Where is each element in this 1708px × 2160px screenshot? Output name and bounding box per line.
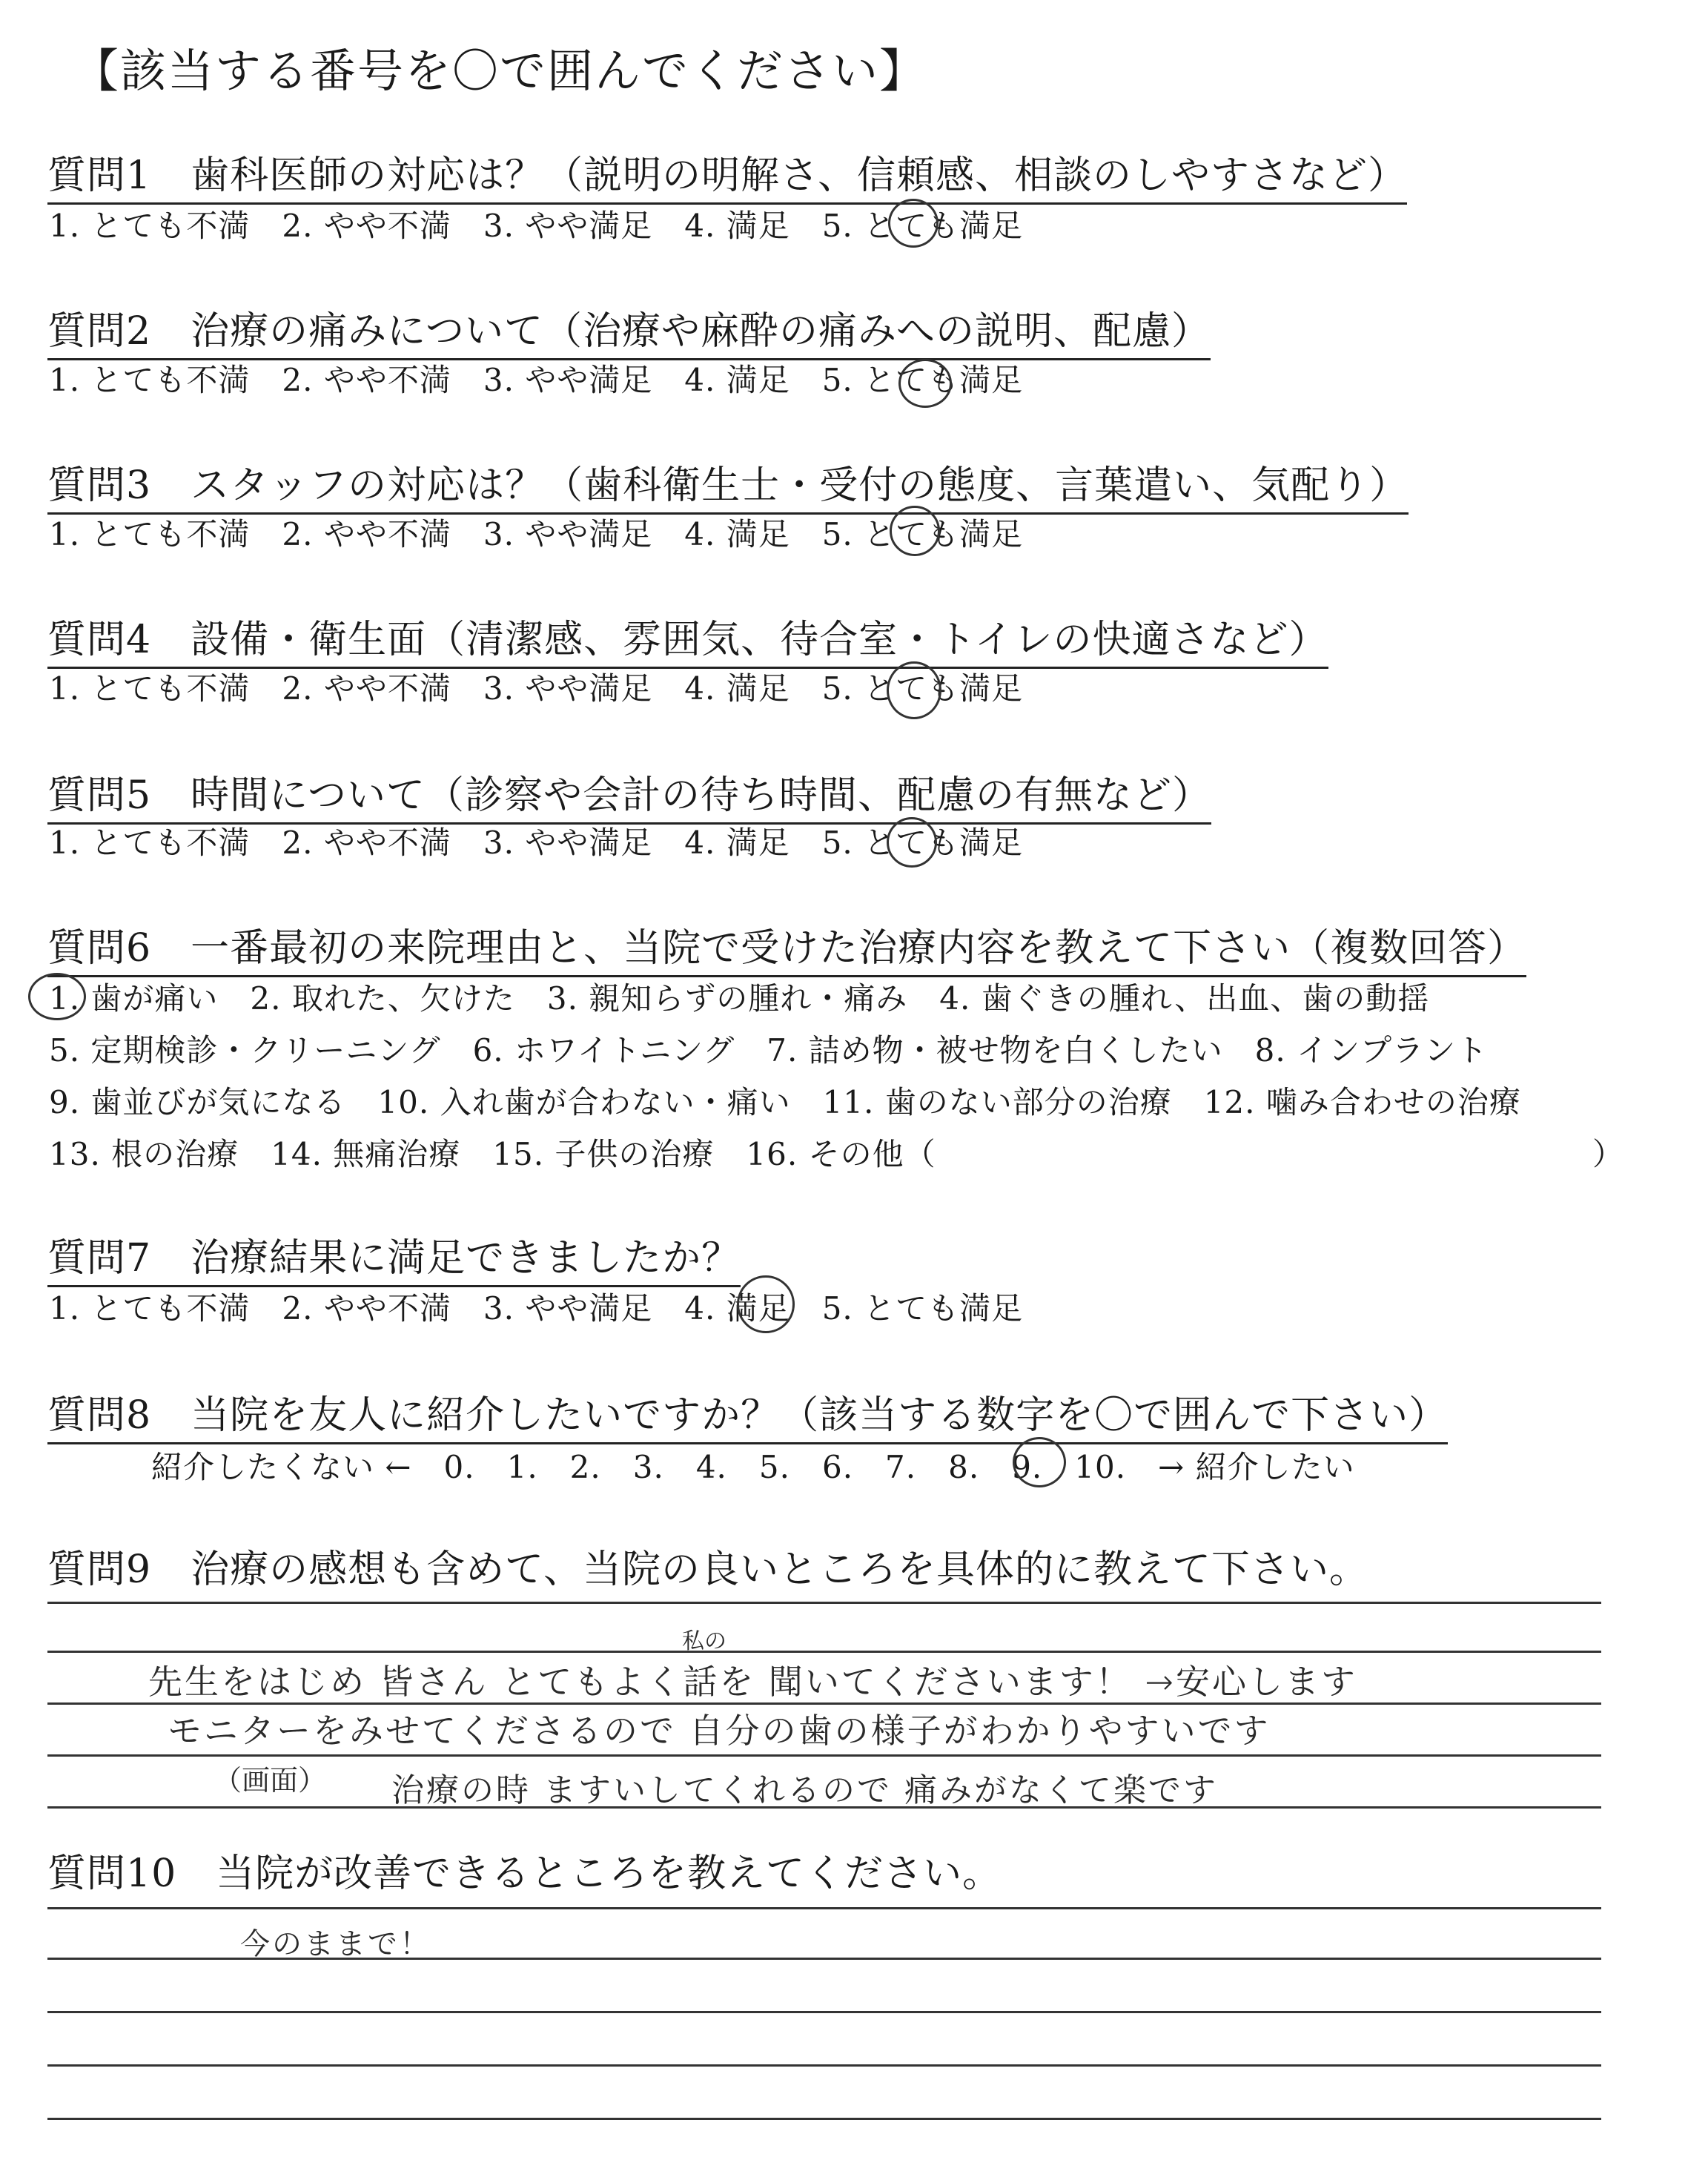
question-3-options[interactable]: 1. とても不満 2. やや不満 3. やや満足 4. 満足 5. とても満足 [49,516,1024,552]
handwritten-answer-q9-line-2: モニターをみせてくださるので 自分の歯の様子がわかりやすいです [168,1711,1271,1751]
question-8-scale[interactable]: 紹介したくない ← 0. 1. 2. 3. 4. 5. 6. 7. 8. 9. 10. → 紹介したい [151,1449,1355,1485]
handwritten-answer-q10-line-1: 今のままで！ [240,1927,431,1961]
answer-line [47,2011,1601,2013]
question-3: 質問3 スタッフの対応は？（歯科衛生士・受付の態度、言葉遣い、気配り） [47,454,1409,515]
question-4: 質問4 設備・衛生面（清潔感、雰囲気、待合室・トイレの快適さなど） [47,608,1328,669]
question-6-other-close-paren: ） [1592,1136,1624,1172]
question-8: 質問8 当院を友人に紹介したいですか？（該当する数字を〇で囲んで下さい） [47,1384,1448,1444]
handwritten-answer-q9-line-3: 治療の時 ますいしてくれるので 痛みがなくて楽です [391,1771,1218,1809]
question-6-options-row-2[interactable]: 5. 定期検診・クリーニング 6. ホワイトニング 7. 詰め物・被せ物を白くしたい 8. インプラント [49,1032,1489,1069]
answer-line [47,1602,1601,1604]
question-2: 質問2 治療の痛みについて（治療や麻酔の痛みへの説明、配慮） [47,300,1211,360]
question-6-options-row-1[interactable]: 1. 歯が痛い 2. 取れた、欠けた 3. 親知らずの腫れ・痛み 4. 歯ぐきの腫れ、出血、歯の動揺 [49,980,1430,1017]
answer-line [47,1907,1601,1909]
answer-line [47,1754,1601,1757]
question-6-options-row-3[interactable]: 9. 歯並びが気になる 10. 入れ歯が合わない・痛い 11. 歯のない部分の治療 12. 噛み合わせの治療 [49,1084,1521,1120]
question-10: 質問10 当院が改善できるところを教えてください。 [47,1852,1002,1896]
question-5: 質問5 時間について（診察や会計の待ち時間、配慮の有無など） [47,764,1211,825]
question-9: 質問9 治療の感想も含めて、当院の良いところを具体的に教えて下さい。 [47,1548,1369,1592]
question-4-options[interactable]: 1. とても不満 2. やや不満 3. やや満足 4. 満足 5. とても満足 [49,670,1024,707]
handwritten-note-q9-line-3: （画面） [214,1764,327,1797]
question-7-options[interactable]: 1. とても不満 2. やや不満 3. やや満足 4. 満足 5. とても満足 [49,1290,1024,1327]
handwritten-answer-q9-line-1: 先生をはじめ 皆さん とてもよく話を 聞いてくださいます！ →安心します [148,1662,1358,1702]
answer-line [47,2064,1601,2067]
handwritten-insert-q9: 私の [682,1628,726,1654]
question-6-options-row-4[interactable]: 13. 根の治療 14. 無痛治療 15. 子供の治療 16. その他（ [49,1136,936,1172]
answer-line [47,2118,1601,2120]
question-1-options[interactable]: 1. とても不満 2. やや不満 3. やや満足 4. 満足 5. とても満足 [49,208,1024,244]
question-1: 質問1 歯科医師の対応は？（説明の明解さ、信頼感、相談のしやすさなど） [47,144,1407,205]
question-7: 質問7 治療結果に満足できましたか？ [47,1226,741,1287]
question-2-options[interactable]: 1. とても不満 2. やや不満 3. やや満足 4. 満足 5. とても満足 [49,362,1024,398]
question-6: 質問6 一番最初の来院理由と、当院で受けた治療内容を教えて下さい（複数回答） [47,916,1526,977]
answer-line [47,1651,1601,1653]
question-5-options[interactable]: 1. とても不満 2. やや不満 3. やや満足 4. 満足 5. とても満足 [49,825,1024,861]
form-title: 【該当する番号を〇で囲んでください】 [73,44,927,98]
